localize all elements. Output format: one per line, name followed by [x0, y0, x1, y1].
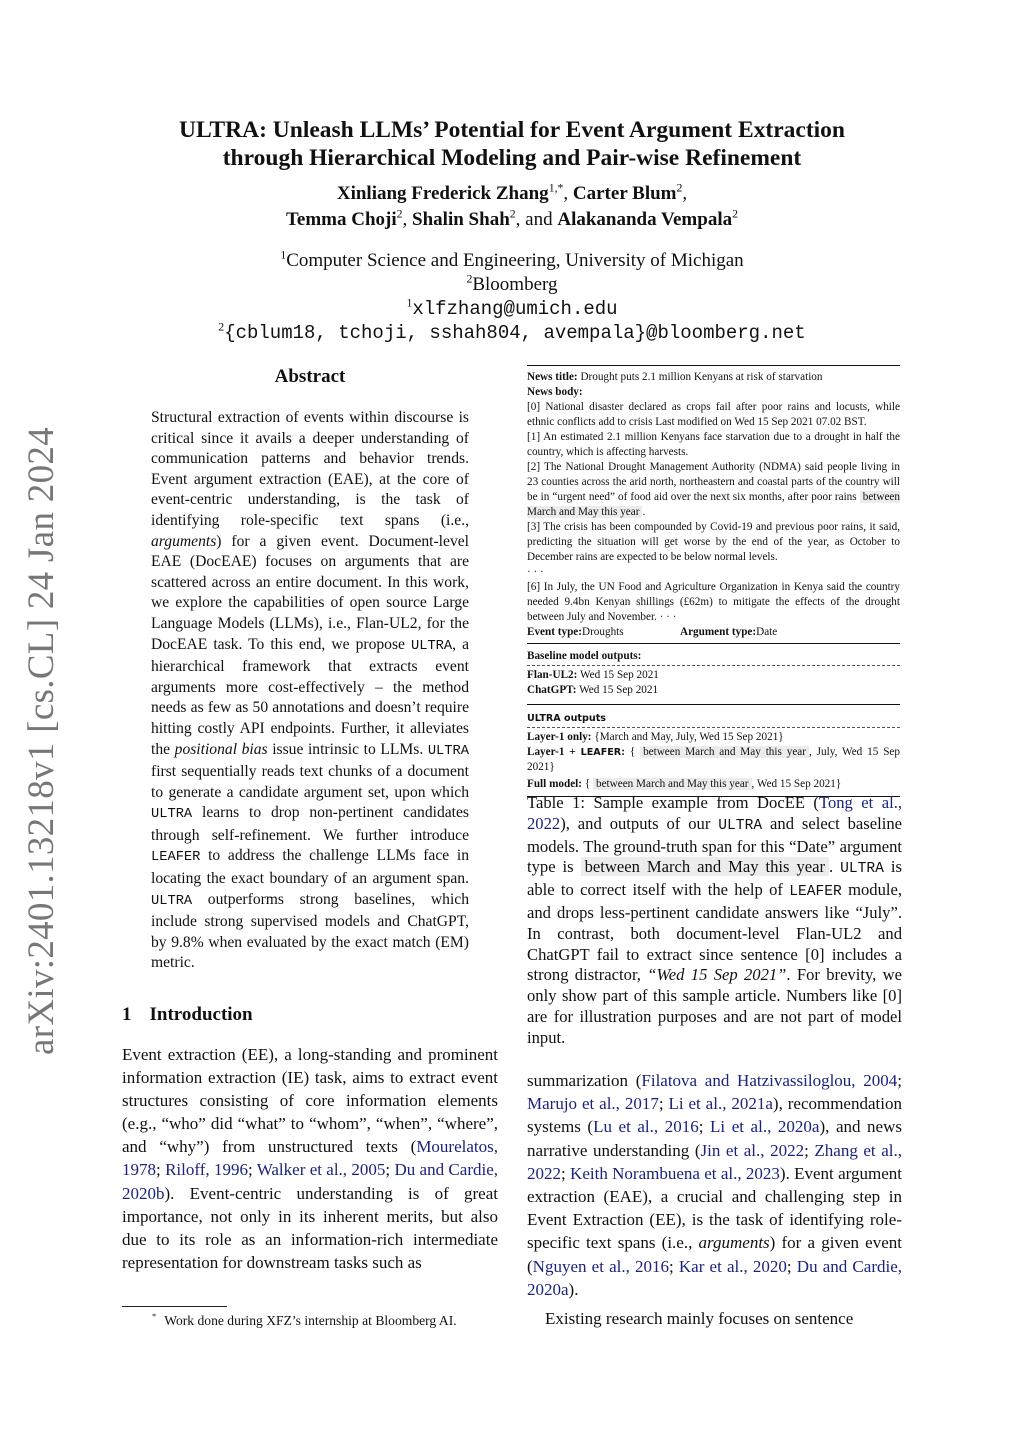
author-sup: 2 — [732, 207, 738, 221]
introduction-body: Event extraction (EE), a long-standing and prominent information extraction (IE) task, aims to extract event structures consisting of core information elements (e.g., “who” did “what” to “whom”, “when”, “where”, and “why”) from unstructured texts (Mourelatos, 1978; Riloff, 1996; Walker et al., 2005; Du and Cardie, 2020b). Event-centric understanding is of great importance, not only in its inherent merits, but also due to its role as an information-rich intermediate representation for downstream tasks such as — [122, 1045, 498, 1272]
citation-link[interactable]: Lu et al., 2016 — [593, 1117, 699, 1137]
author-list — [110, 181, 914, 233]
right-column-body: summarization (Filatova and Hatzivassiloglou, 2004; Marujo et al., 2017; Li et al., 2021a), recommendation systems (Lu et al., 2016; Li et al., 2020a), and news narrative understanding (Jin et al., 2022; Zhang et al., 2022; Keith Norambuena et al., 2023). Event argument extraction (EAE), a crucial and challenging step in Event Extraction (EE), is the task of identifying role-specific text spans (i.e., arguments) for a given event (Nguyen et al., 2016; Kar et al., 2020; Du and Cardie, 2020a). — [527, 1071, 902, 1299]
footnote: * Work done during XFZ’s internship at Bloomberg AI. — [152, 1311, 457, 1328]
layer1-leafer-output: Layer-1 + LEAFER: { between March and May this year , July, Wed 15 Sep 2021} — [527, 746, 900, 773]
ellipsis: · · · — [527, 566, 544, 578]
citation-link[interactable]: Marujo et al., 2017 — [527, 1094, 659, 1114]
author-sup: 1,* — [548, 181, 564, 195]
affiliation-2: $^2$Bloomberg — [466, 272, 558, 295]
full-model-output: Full model: { between March and May this year , Wed 15 Sep 2021} — [527, 778, 842, 790]
citation-link[interactable]: Nguyen et al., 2016 — [532, 1256, 670, 1276]
citation-link[interactable]: Walker et al., 2005 — [256, 1160, 386, 1180]
abstract-heading: Abstract — [274, 366, 346, 387]
author-sup: 2 — [676, 181, 683, 195]
sentence-2: [2] The National Drought Management Authority (NDMA) said people living in 23 counties across the arid north, northeastern and coastal parts of the country will be in “urgent need” of food aid over the next six months, after poor rains between March and May this year . — [527, 461, 900, 518]
news-title-row: News title: Drought puts 2.1 million Kenyans at risk of starvation — [527, 371, 823, 383]
abstract-body: Structural extraction of events within discourse is critical since it avails a deeper understanding of communication patterns and behavior trends. Event argument extraction (EAE), at the core of event-centric understanding, is the task of identifying role-specific text spans (i.e., arguments) for a given event. Document-level EAE (DocEAE) focuses on arguments that are scattered across an entire document. In this work, we explore the capabilities of open source Large Language Models (LLMs), i.e., Flan-UL2, for the DocEAE task. To this end, we propose ULTRA, a hierarchical framework that extracts event arguments more cost-effectively – the method needs as few as 50 annotations and doesn’t require hitting costly API endpoints. Further, it alleviates the positional bias issue intrinsic to LLMs. ULTRA first sequentially reads text chunks of a document to generate a candidate argument set, upon which ULTRA learns to drop non-pertinent candidates through self-refinement. We further introduce LEAFER to address the challenge LLMs face in locating the exact boundary of an argument span. ULTRA outperforms strong baselines, which include strong supervised models and ChatGPT, by 9.8% when evaluated by the exact match (EM) metric. — [151, 409, 470, 972]
arxiv-identifier: arXiv:2401.13218v1 [cs.CL] 24 Jan 2024 — [21, 427, 62, 1055]
title-line-2: through Hierarchical Modeling and Pair-wise Refinement — [222, 145, 802, 171]
citation-link[interactable]: Zhang et al., 2022 — [527, 1140, 902, 1183]
news-body-label: News body: — [527, 386, 583, 398]
citation-link[interactable]: Tong et al., 2022 — [527, 793, 903, 833]
sentence-3: [3] The crisis has been compounded by Covid-19 and previous poor rains, it said, predicting the situation will get worse by the end of the year, as October to December rains are expected to be below normal levels. — [527, 521, 900, 563]
citation-link[interactable]: Keith Norambuena et al., 2023 — [570, 1163, 780, 1183]
chatgpt-output: ChatGPT: Wed 15 Sep 2021 — [527, 684, 659, 696]
affiliations — [110, 249, 914, 345]
example-table — [527, 365, 900, 797]
email-1: $^1$xlfzhang@umich.edu — [406, 296, 618, 320]
author-sup: 2 — [396, 207, 403, 221]
author-name: Alakananda Vempala — [557, 209, 733, 230]
citation-link[interactable]: Mourelatos, 1978 — [122, 1137, 498, 1180]
event-type-row: Event type:Droughts Argument type:Date — [527, 626, 778, 638]
table-caption: Table 1: Sample example from DocEE (Tong et al., 2022), and outputs of our ULTRA and select baseline models. The ground-truth span for this “Date” argument type is between March and May this year . ULTRA is able to correct itself with the help of LEAFER module, and drops less-pertinent candidate answers like “July”. In contrast, both document-level Flan-UL2 and ChatGPT fail to extract since sentence [0] includes a strong distractor, “Wed 15 Sep 2021”. For brevity, we only show part of this sample article. Numbers like [0] are for illustration purposes and are not part of model input. — [527, 793, 903, 1047]
sentence-6: [6] In July, the UN Food and Agriculture Organization in Kenya said the country needed 9.4bn Kenyan shillings (£62m) to mitigate the effects of the drought between July and November. · · · — [527, 581, 900, 623]
author-name: Temma Choji — [285, 209, 397, 230]
citation-link[interactable]: Kar et al., 2020 — [678, 1256, 787, 1276]
layer1-output: Layer-1 only: {March and May, July, Wed 15 Sep 2021} — [527, 731, 784, 743]
author-line-1: Xinliang Frederick Zhang$^{1,*}$, Carter Blum$^2$, — [336, 181, 688, 204]
author-name: Shalin Shah — [412, 209, 510, 230]
citation-link[interactable]: Li et al., 2020a — [710, 1117, 820, 1137]
baseline-heading: Baseline model outputs: — [527, 650, 642, 662]
affiliation-1: $^1$Computer Science and Engineering, University of Michigan — [280, 248, 744, 271]
author-sup: 2 — [509, 207, 516, 221]
citation-link[interactable]: Filatova and Hatzivassiloglou, 2004 — [641, 1071, 898, 1090]
email-2: $^2${cblum18, tchoji, sshah804, avempala}@bloomberg.net — [218, 320, 806, 344]
paper-title — [110, 116, 914, 172]
author-line-2: Temma Choji$^2$, Shalin Shah$^2$, and Alakananda Vempala$^2$ — [285, 207, 738, 230]
title-line-1: ULTRA: Unleash LLMs’ Potential for Event Argument Extraction — [178, 117, 846, 143]
section-heading-introduction: 1 Introduction — [122, 1004, 253, 1025]
sentence-1: [1] An estimated 2.1 million Kenyans face starvation due to a drought in half the country, which is affecting harvests. — [527, 431, 900, 458]
paragraph-start: Existing research mainly focuses on sentence — [545, 1309, 854, 1328]
ultra-outputs-heading: ULTRA outputs — [527, 713, 607, 724]
citation-link[interactable]: Li et al., 2021a — [668, 1094, 773, 1114]
footnote-divider — [122, 1306, 227, 1307]
citation-link[interactable]: Du and Cardie, 2020b — [122, 1160, 498, 1203]
citation-link[interactable]: Jin et al., 2022 — [700, 1140, 805, 1160]
author-name: Carter Blum — [572, 183, 677, 204]
author-name: Xinliang Frederick Zhang — [336, 183, 549, 204]
citation-link[interactable]: Du and Cardie, 2020a — [527, 1256, 902, 1299]
citation-link[interactable]: Riloff, 1996 — [165, 1160, 248, 1180]
sentence-0: [0] National disaster declared as crops fail after poor rains and locusts, while ethnic conflicts add to crisis Last modified on Wed 15 Sep 2021 07.02 BST. — [527, 401, 900, 428]
flan-output: Flan-UL2: Wed 15 Sep 2021 — [527, 669, 659, 681]
